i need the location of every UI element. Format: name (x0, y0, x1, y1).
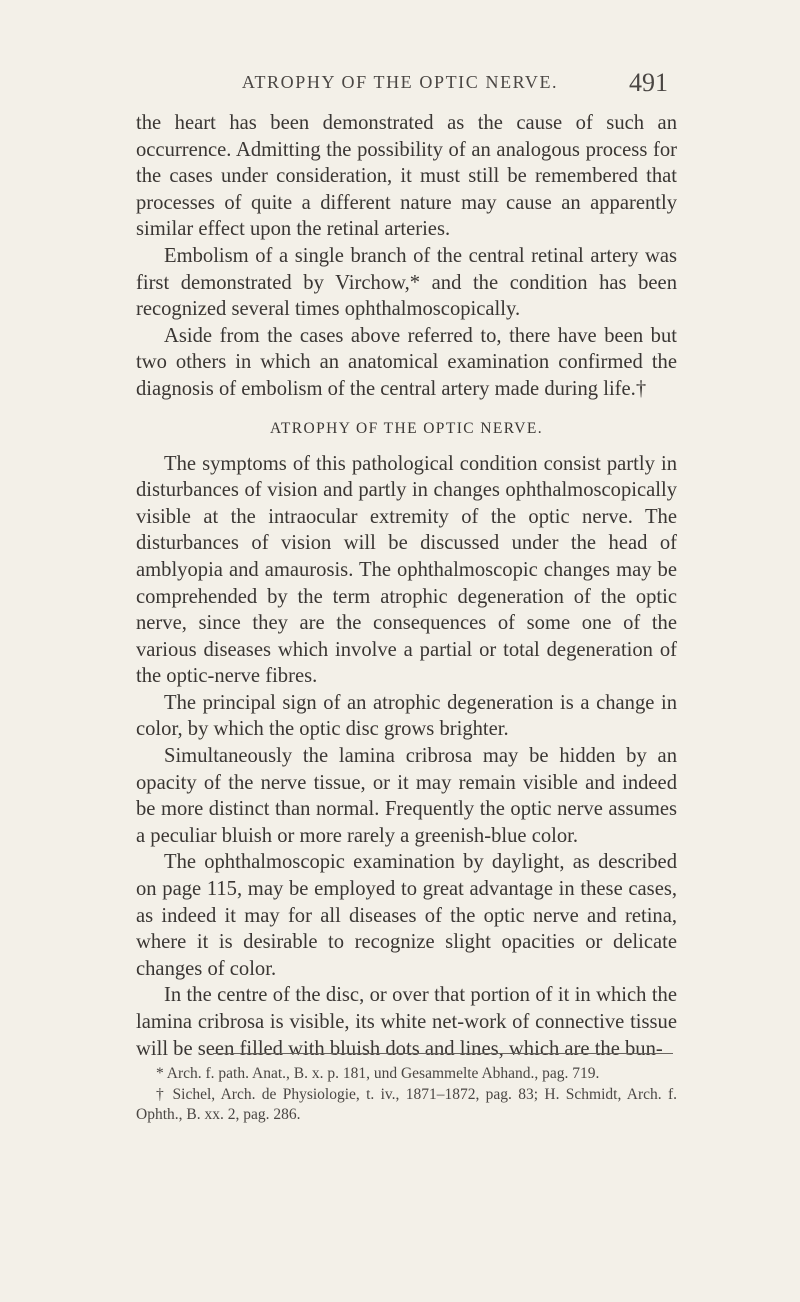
paragraph: Aside from the cases above referred to, there have been but two others in which an anatomical examination confirmed the diagnosis of embolism of the central artery made during life.† (136, 324, 677, 400)
footnotes (136, 1064, 677, 1126)
section-heading: ATROPHY OF THE OPTIC NERVE. (270, 419, 543, 437)
running-head (0, 68, 800, 98)
page-number: 491 (629, 68, 668, 97)
body-text (136, 110, 677, 1062)
footnote-rule (213, 1053, 673, 1054)
paragraph: The ophthalmoscopic examination by daylight, as described on page 115, may be employed to great advantage in these cases, as indeed it may for all diseases of the optic nerve and retina, where it is desirable to recognize slight opacities or delicate changes of color. (136, 851, 677, 980)
paragraph: Embolism of a single branch of the central retinal artery was first demonstrated by Virchow,* and the condition has been recognized several times ophthalmoscopically. (136, 244, 677, 321)
paragraph: The symptoms of this pathological condition consist partly in disturbances of vision and partly in changes ophthalmoscopically visible at the intraocular extremity of the optic nerve. The disturbances of vision will be discussed under the head of amblyopia and amaurosis. The ophthalmoscopic changes may be comprehended by the term atrophic degeneration of the optic nerve, since they are the consequences of some one of the various diseases which involve a partial or total degeneration of the optic-nerve fibres. (136, 452, 677, 688)
footnote: * Arch. f. path. Anat., B. x. p. 181, und Gesammelte Abhand., pag. 719. (156, 1065, 600, 1082)
paragraph: In the centre of the disc, or over that portion of it in which the lamina cribrosa is visible, its white net-work of connective tissue will be seen filled with bluish dots and lines, which are the bun- (136, 984, 677, 1060)
paragraph: Simultaneously the lamina cribrosa may be hidden by an opacity of the nerve tissue, or it may remain visible and indeed be more distinct than normal. Frequently the optic nerve assumes a peculiar bluish or more rarely a greenish-blue color. (136, 745, 677, 847)
footnote: † Sichel, Arch. de Physiologie, t. iv., 1871–1872, pag. 83; H. Schmidt, Arch. f. Ophth., B. xx. 2, pag. 286. (136, 1085, 677, 1124)
paragraph: The principal sign of an atrophic degeneration is a change in color, by which the optic disc grows brighter. (136, 691, 677, 741)
paragraph: the heart has been demonstrated as the cause of such an occurrence. Admitting the possibility of an analogous process for the cases under consideration, it must still be remembered that processes of quite a different nature may cause an apparently similar effect upon the retinal arteries. (136, 112, 677, 241)
running-title: ATROPHY OF THE OPTIC NERVE. (241, 72, 559, 92)
